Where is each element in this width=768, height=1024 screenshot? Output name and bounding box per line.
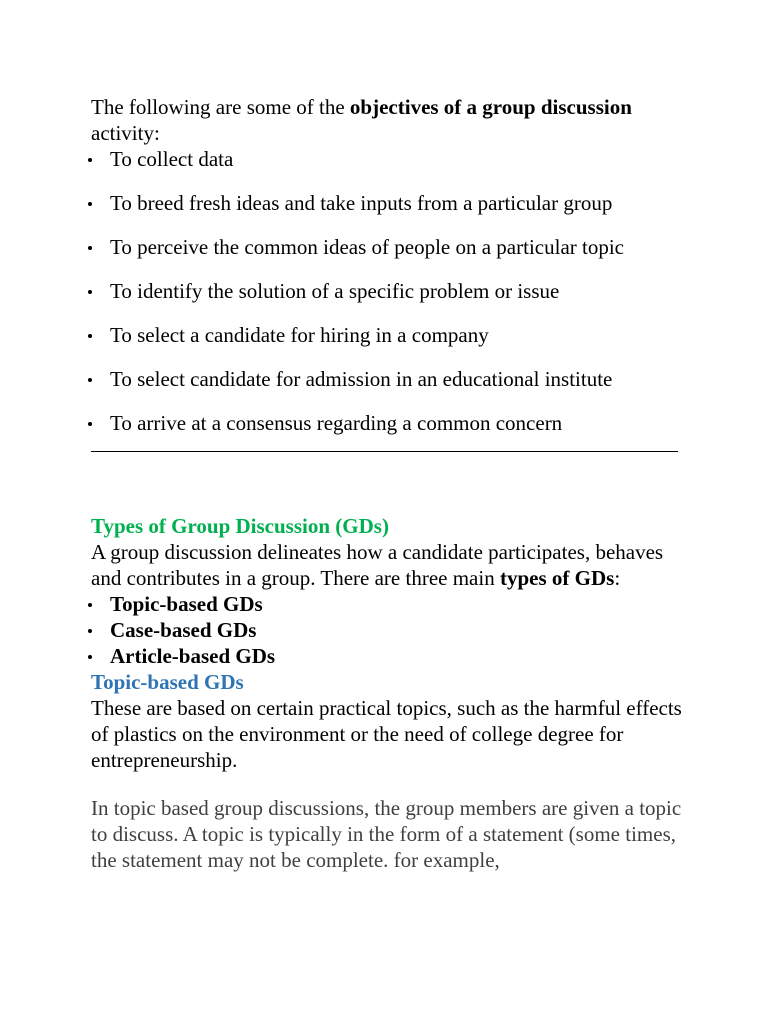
horizontal-divider (91, 451, 678, 452)
objectives-intro (91, 94, 691, 146)
types-intro-bold: types of GDs (499, 566, 615, 590)
list-item: To select candidate for admission in an educational institute (91, 366, 691, 392)
list-item: Article-based GDs (91, 643, 691, 669)
topic-based-paragraph: These are based on certain practical topics, such as the harmful effects of plastics on the environment or the need of college degree for entrepreneurship. (91, 696, 682, 772)
list-item: To arrive at a consensus regarding a common concern (91, 410, 691, 436)
topic-based-paragraph-2: In topic based group discussions, the group members are given a topic to discuss. A topic is typically in the form of a statement (some times, the statement may not be complete. for example, (91, 796, 682, 872)
list-item: To identify the solution of a specific problem or issue (91, 278, 691, 304)
types-heading: Types of Group Discussion (GDs) (91, 514, 389, 538)
objectives-intro-suffix: activity: (91, 121, 160, 145)
objectives-intro-bold: objectives of a group discussion (349, 95, 632, 119)
types-list (91, 591, 691, 669)
list-item: To breed fresh ideas and take inputs from a particular group (91, 190, 691, 216)
list-item: Topic-based GDs (91, 591, 691, 617)
objectives-intro-prefix: The following are some of the (91, 95, 350, 119)
document-page (91, 94, 691, 873)
objectives-list (91, 146, 691, 436)
types-intro-prefix: A group discussion delineates how a candidate participates, behaves and contributes in a group. There are three main (91, 540, 664, 590)
list-item: To collect data (91, 146, 691, 172)
topic-based-heading: Topic-based GDs (91, 670, 244, 694)
types-intro-suffix: : (614, 566, 621, 590)
list-item: To perceive the common ideas of people on a particular topic (91, 234, 691, 260)
list-item: To select a candidate for hiring in a company (91, 322, 691, 348)
types-intro (91, 539, 691, 591)
list-item: Case-based GDs (91, 617, 691, 643)
